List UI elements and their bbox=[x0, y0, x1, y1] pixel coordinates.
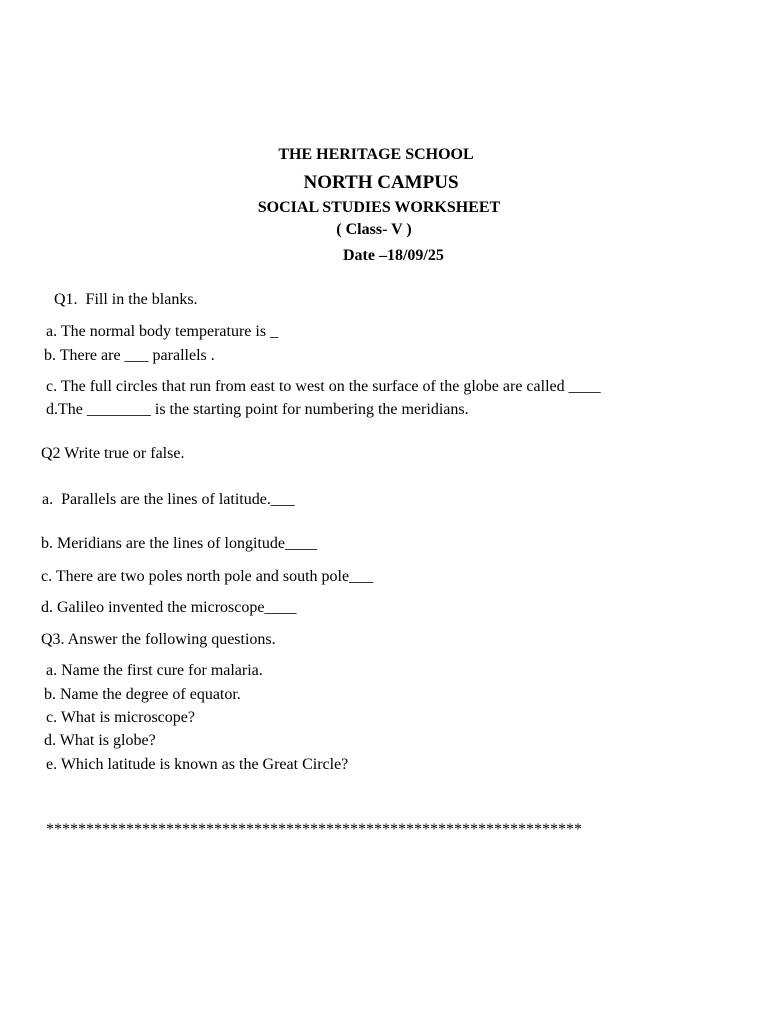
school-name: THE HERITAGE SCHOOL bbox=[278, 146, 474, 163]
q3-item-a: a. Name the first cure for malaria. bbox=[46, 662, 263, 679]
q2-item-c: c. There are two poles north pole and south pole___ bbox=[41, 568, 374, 585]
q1-item-b: b. There are ___ parallels . bbox=[44, 347, 215, 364]
q3-item-e: e. Which latitude is known as the Great Circle? bbox=[46, 756, 349, 773]
worksheet-title: SOCIAL STUDIES WORKSHEET bbox=[257, 199, 501, 216]
q1-title: Q1. Fill in the blanks. bbox=[54, 291, 198, 308]
campus-name: NORTH CAMPUS bbox=[303, 172, 459, 193]
footer-divider-stars: ******************************************************************* bbox=[46, 821, 582, 838]
q3-item-d: d. What is globe? bbox=[44, 732, 156, 749]
q2-item-a: a. Parallels are the lines of latitude.___ bbox=[42, 491, 295, 508]
q2-item-d: d. Galileo invented the microscope____ bbox=[41, 599, 297, 616]
q2-item-b: b. Meridians are the lines of longitude____ bbox=[41, 535, 317, 552]
q3-title: Q3. Answer the following questions. bbox=[41, 631, 276, 648]
q2-title: Q2 Write true or false. bbox=[41, 445, 185, 462]
q3-item-b: b. Name the degree of equator. bbox=[44, 686, 241, 703]
q3-item-c: c. What is microscope? bbox=[46, 709, 195, 726]
date-label: Date –18/09/25 bbox=[343, 247, 444, 264]
q1-item-c: c. The full circles that run from east to west on the surface of the globe are called ____ bbox=[46, 378, 601, 395]
q1-item-a: a. The normal body temperature is _ bbox=[46, 323, 279, 340]
q1-item-d: d.The ________ is the starting point for numbering the meridians. bbox=[46, 401, 469, 418]
class-label: ( Class- V ) bbox=[336, 221, 412, 238]
